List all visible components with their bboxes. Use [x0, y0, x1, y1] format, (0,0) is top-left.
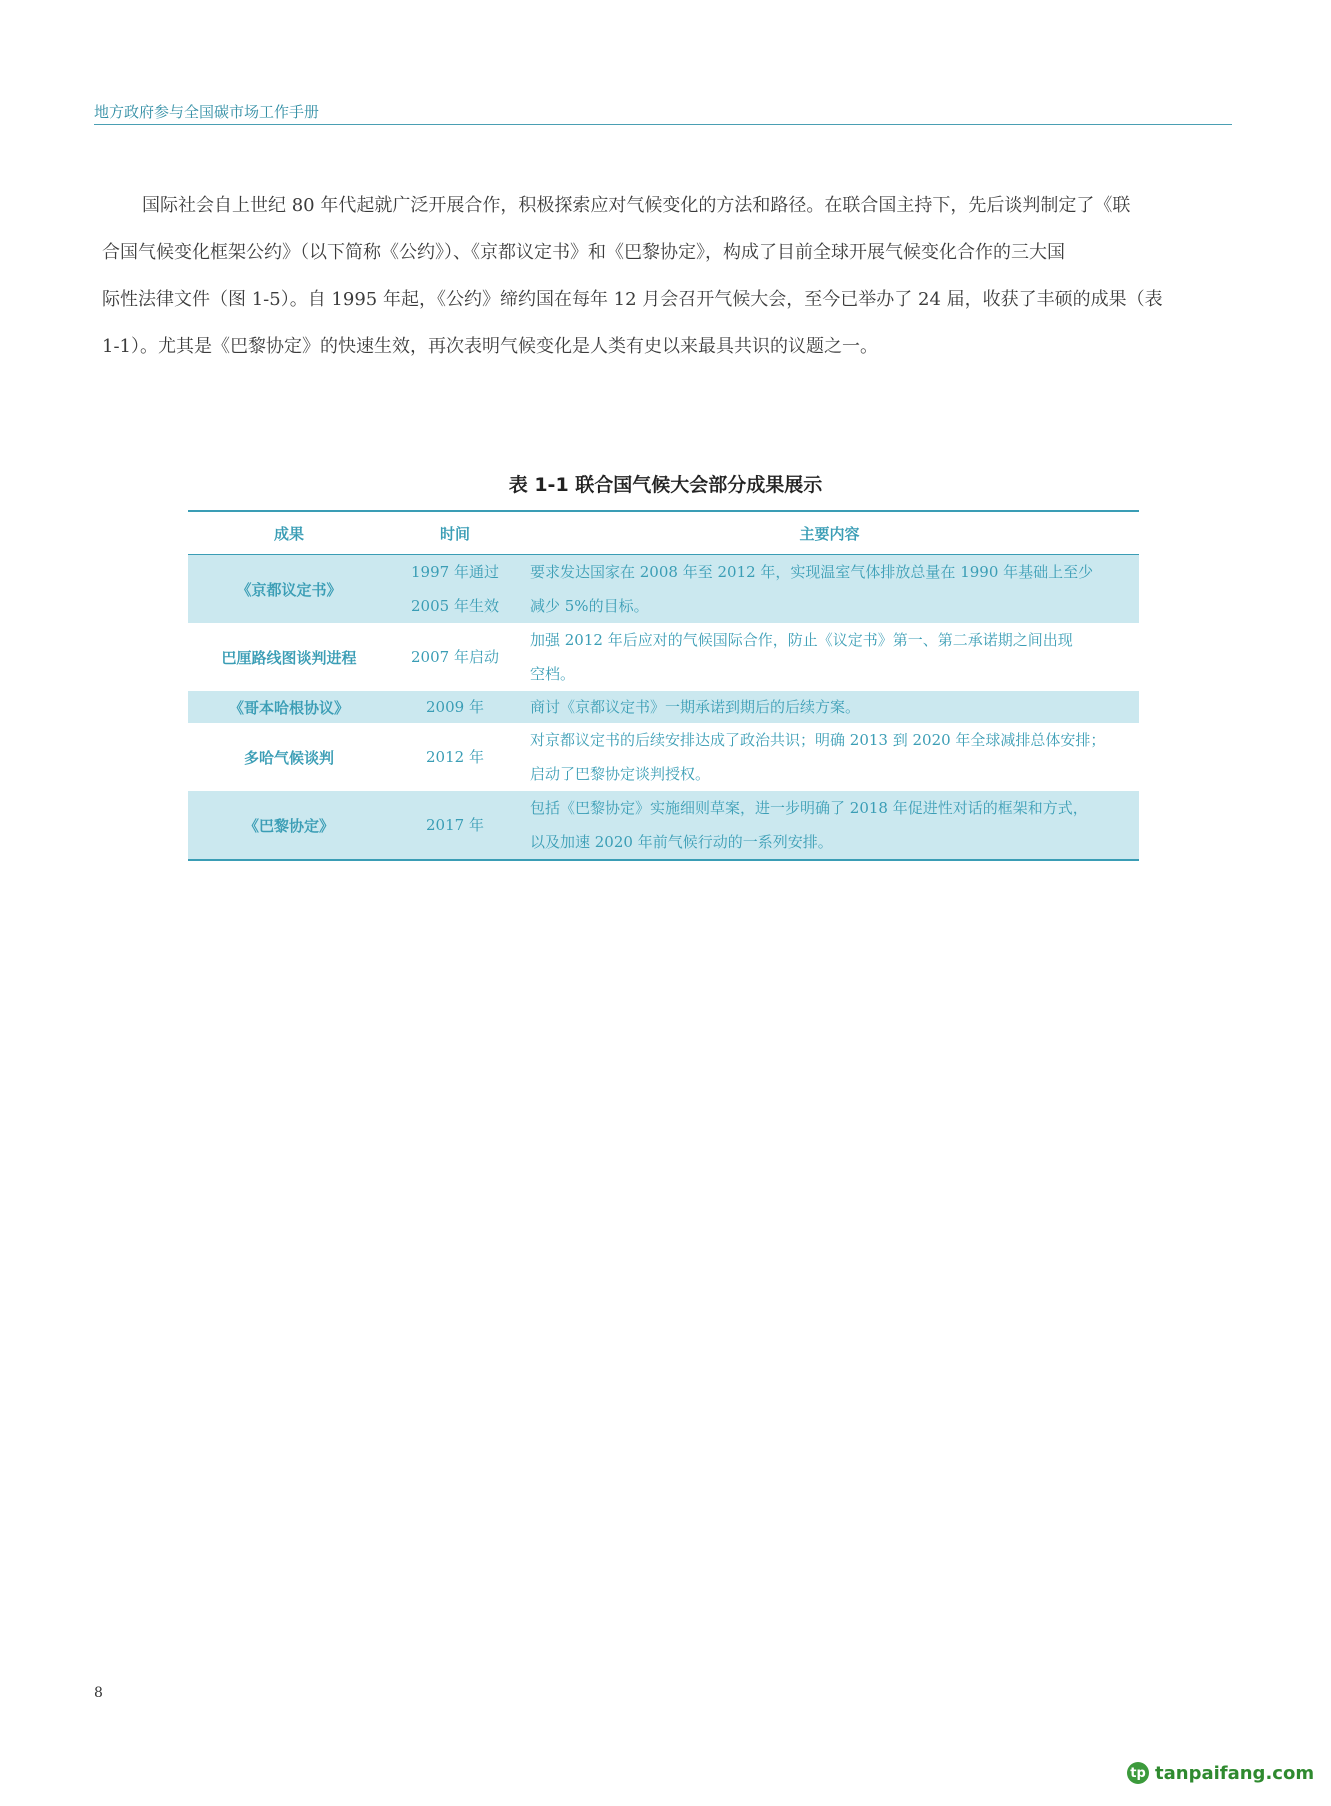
table-row: [188, 791, 1139, 860]
cell-content: [520, 723, 1139, 791]
cell-time: [390, 791, 520, 860]
time-line: 1997 年通过: [411, 563, 499, 581]
content-line: 空档。: [530, 665, 576, 683]
cell-time: [390, 723, 520, 791]
table-row: [188, 723, 1139, 791]
table-header-row: [188, 511, 1139, 555]
header-content: 主要内容: [520, 511, 1139, 555]
table-title: 表 1-1 联合国气候大会部分成果展示: [508, 474, 823, 496]
time-line: 2005 年生效: [411, 597, 499, 615]
cell-time: [390, 691, 520, 723]
body-line-1: 国际社会自上世纪 80 年代起就广泛开展合作，积极探索应对气候变化的方法和路径。在联合国主持下，先后谈判制定了《联: [142, 195, 1131, 216]
header-time: 时间: [390, 511, 520, 555]
header-divider: [94, 124, 1232, 125]
cell-content: [520, 691, 1139, 723]
cell-achievement: 《巴黎协定》: [188, 791, 390, 860]
content-line: 减少 5%的目标。: [530, 597, 649, 615]
header-achievement: 成果: [188, 511, 390, 555]
cell-achievement: 巴厘路线图谈判进程: [221, 648, 357, 667]
watermark-text: tanpaifang.com: [1155, 1762, 1315, 1784]
table-row: [188, 691, 1139, 723]
content-line: 加强 2012 年后应对的气候国际合作，防止《议定书》第一、第二承诺期之间出现: [530, 631, 1073, 649]
time-line: 2012 年: [426, 748, 484, 766]
cell-time: [390, 623, 520, 691]
content-line: 对京都议定书的后续安排达成了政治共识；明确 2013 到 2020 年全球减排总体安排；: [530, 731, 1106, 749]
cell-achievement: 《哥本哈根协议》: [188, 691, 390, 723]
cell-time: [390, 555, 520, 624]
content-line: 以及加速 2020 年前气候行动的一系列安排。: [530, 833, 833, 851]
cell-content: [520, 623, 1139, 691]
content-line: 包括《巴黎协定》实施细则草案，进一步明确了 2018 年促进性对话的框架和方式，: [530, 799, 1088, 817]
page-number: 8: [94, 1685, 103, 1701]
watermark-logo-icon: tp: [1127, 1762, 1149, 1784]
time-line: 2009 年: [426, 698, 484, 716]
body-line-2: 合国气候变化框架公约》（以下简称《公约》）、《京都议定书》和《巴黎协定》，构成了目前全球开展气候变化合作的三大国: [102, 242, 1065, 263]
results-table: [188, 510, 1139, 861]
body-paragraph: [102, 182, 1222, 370]
content-line: 启动了巴黎协定谈判授权。: [530, 765, 711, 783]
table-row: [188, 555, 1139, 624]
watermark-link[interactable]: [1127, 1762, 1314, 1784]
cell-content: [520, 791, 1139, 860]
cell-content: [520, 555, 1139, 624]
running-header-title: 地方政府参与全国碳市场工作手册: [94, 103, 320, 121]
cell-achievement: 《京都议定书》: [188, 555, 390, 624]
body-line-3: 际性法律文件（图 1-5）。自 1995 年起，《公约》缔约国在每年 12 月会召开气候大会，至今已举办了 24 届，收获了丰硕的成果（表: [102, 289, 1163, 310]
table-row: [188, 623, 1139, 691]
content-line: 要求发达国家在 2008 年至 2012 年，实现温室气体排放总量在 1990 年基础上至少: [530, 563, 1094, 581]
content-line: 商讨《京都议定书》一期承诺到期后的后续方案。: [530, 698, 861, 716]
time-line: 2017 年: [426, 816, 484, 834]
body-line-4: 1-1）。尤其是《巴黎协定》的快速生效，再次表明气候变化是人类有史以来最具共识的议题之一。: [102, 336, 878, 357]
cell-achievement: 多哈气候谈判: [243, 748, 334, 767]
time-line: 2007 年启动: [411, 648, 499, 666]
